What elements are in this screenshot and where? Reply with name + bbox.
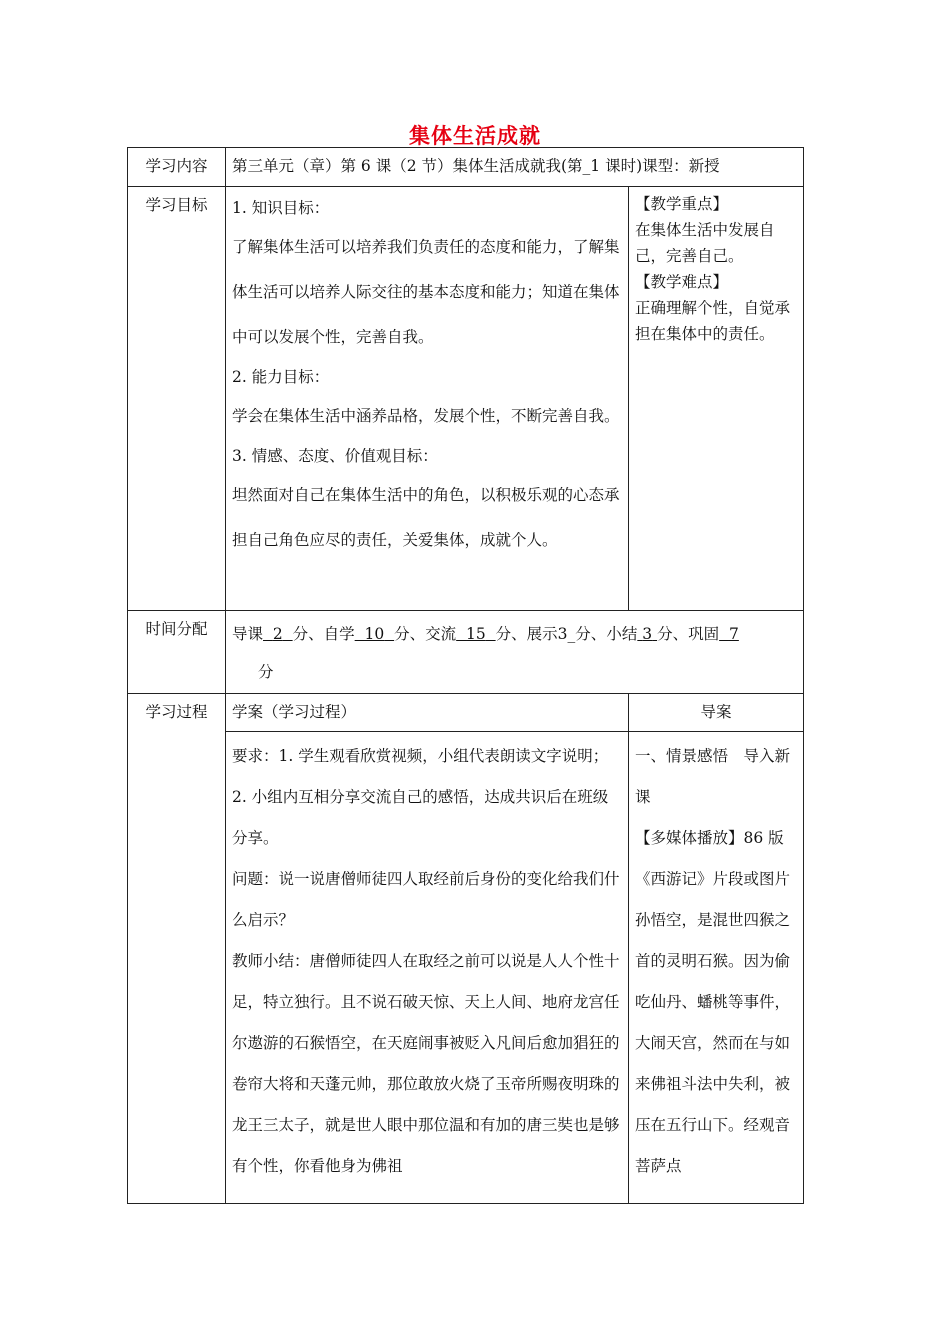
goals-side <box>629 187 804 611</box>
key-point-heading: 【教学重点】 <box>635 195 729 213</box>
difficulty-body: 正确理解个性，自觉承担在集体中的责任。 <box>635 299 791 343</box>
row-process-header <box>128 694 804 732</box>
ability-heading: 2. 能力目标： <box>232 368 330 386</box>
time-part-name: 交流 <box>425 625 457 643</box>
process-study-plan <box>226 732 629 1204</box>
knowledge-body: 了解集体生活可以培养我们负责任的态度和能力，了解集体生活可以培养人际交往的基本态度和能力；知道在集体中可以发展个性，完善自我。 <box>232 238 620 346</box>
guide-section-3: 孙悟空，是混世四猴之首的灵明石猴。因为偷吃仙丹、蟠桃等事件，大闹天宫，然而在与如来佛祖斗法中失利，被压在五行山下。经观音菩萨点 <box>635 911 791 1175</box>
row-process-body <box>128 732 804 1204</box>
row-time <box>128 611 804 694</box>
guide-section-1: 一、情景感悟 导入新课 <box>635 747 791 806</box>
lesson-plan-table <box>127 147 804 1204</box>
difficulty-heading: 【教学难点】 <box>635 273 729 291</box>
requirement-1: 要求：1. 学生观看欣赏视频，小组代表朗读文字说明； <box>232 747 609 765</box>
time-unit: 分 <box>575 625 591 643</box>
requirement-2: 2. 小组内互相分享交流自己的感悟，达成共识后在班级分享。 <box>232 788 609 847</box>
process-teaching-plan <box>629 732 804 1204</box>
label-time: 时间分配 <box>128 611 226 694</box>
time-part-value: 10 <box>364 625 385 643</box>
key-point-body: 在集体生活中发展自己，完善自己。 <box>635 221 775 265</box>
row-goals <box>128 187 804 611</box>
question: 问题：说一说唐僧师徒四人取经前后身份的变化给我们什么启示？ <box>232 870 620 929</box>
teacher-summary: 教师小结：唐僧师徒四人在取经之前可以说是人人个性十足，特立独行。且不说石破天惊、天上人间、地府龙宫任尔遨游的石猴悟空，在天庭闹事被贬入凡间后愈加猖狂的卷帘大将和天蓬元帅，那位敢放火烧了玉帝所赐夜明珠的龙王三太子，就是世人眼中那位温和有加的唐三奘也是够有个性，你看他身为佛祖 <box>232 952 620 1175</box>
process-col1-header: 学案（学习过程） <box>226 694 629 732</box>
emotion-heading: 3. 情感、态度、价值观目标： <box>232 447 438 465</box>
time-part-name: 导课 <box>232 625 264 643</box>
goals-main <box>226 187 629 611</box>
time-part-name: 小结 <box>606 625 638 643</box>
time-unit: 分 <box>495 625 512 643</box>
content-text: 第三单元（章）第 6 课（2 节）集体生活成就我(第_1 课时)课型：新授 <box>226 148 804 187</box>
emotion-body: 坦然面对自己在集体生活中的角色，以积极乐观的心态承担自己角色应尽的责任，关爱集体，成就个人。 <box>232 486 620 549</box>
document-title: 集体生活成就 <box>409 124 541 148</box>
time-part-value: 15 <box>466 625 486 643</box>
time-unit: 分 <box>657 625 673 643</box>
guide-section-2: 【多媒体播放】86 版《西游记》片段或图片 <box>635 829 791 888</box>
ability-body: 学会在集体生活中涵养品格，发展个性，不断完善自我。 <box>232 407 620 425</box>
process-col2-header: 导案 <box>629 694 804 732</box>
time-unit: 分 <box>258 663 274 681</box>
time-part-value: 2 <box>272 625 283 643</box>
knowledge-heading: 1. 知识目标： <box>232 199 330 217</box>
time-part-name: 巩固 <box>688 625 720 643</box>
time-allocation: 导课 2 分、自学 10 分、交流 15 分、展示3_分、小结 3 分、巩固 7 分 <box>226 611 804 694</box>
label-content: 学习内容 <box>128 148 226 187</box>
time-unit: 分 <box>394 625 410 643</box>
time-part-value: 3 <box>557 625 568 643</box>
time-part-name: 展示 <box>526 625 558 643</box>
time-unit: 分 <box>292 625 309 643</box>
time-part-value: 7 <box>728 625 739 643</box>
time-part-name: 自学 <box>323 625 355 643</box>
label-process: 学习过程 <box>128 694 226 1204</box>
label-goals: 学习目标 <box>128 187 226 611</box>
row-content <box>128 148 804 187</box>
time-part-value: 3 <box>642 625 653 643</box>
